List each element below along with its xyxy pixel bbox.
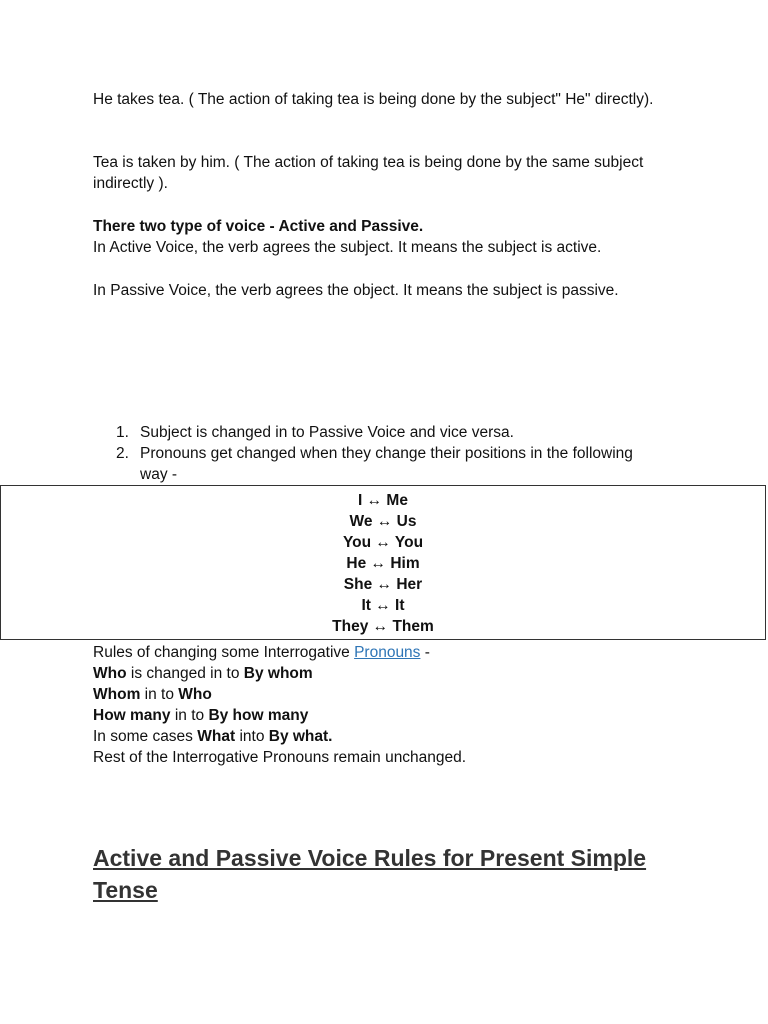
pronoun-table [0, 485, 766, 640]
interrogative-intro [93, 642, 673, 663]
pronoun-pair: You ↔ You [342, 534, 424, 551]
what-rule [93, 726, 673, 747]
pronoun-pair: We ↔ Us [349, 513, 417, 530]
what-mid: into [235, 728, 269, 745]
list-number: 1. [116, 424, 129, 441]
active-voice-line: In Active Voice, the verb agrees the subject. It means the subject is active. [93, 239, 602, 256]
voice-types-heading: There two type of voice - Active and Passive. [93, 218, 424, 235]
example-active-paragraph: He takes tea. ( The action of taking tea is being done by the subject" He" directly). [93, 91, 654, 108]
list-item-text: Subject is changed in to Passive Voice and vice versa. [140, 424, 514, 441]
whom-rule [93, 684, 673, 705]
by-how-many-term: By how many [208, 707, 309, 724]
pronouns-link[interactable]: Pronouns [354, 644, 421, 661]
rest-rule: Rest of the Interrogative Pronouns remain unchanged. [93, 749, 467, 766]
list-number: 2. [116, 445, 129, 462]
example-passive-paragraph: Tea is taken by him. ( The action of taking tea is being done by the same subject indirectly ). [93, 154, 644, 192]
what-pre: In some cases [93, 728, 198, 745]
who-rule [93, 663, 673, 684]
list-item [116, 443, 636, 485]
by-whom-term: By whom [243, 665, 313, 682]
pronoun-pair: They ↔ Them [332, 618, 434, 635]
voice-types-bold-line [93, 216, 673, 237]
by-what-term: By what. [268, 728, 333, 745]
pronoun-pair: She ↔ Her [343, 576, 423, 593]
rules-list [116, 422, 636, 485]
list-item [116, 422, 636, 443]
interrogative-intro-suffix: - [420, 644, 430, 661]
pronoun-pair: I ↔ Me [358, 492, 408, 509]
how-many-term: How many [93, 707, 171, 724]
interrogative-intro-text: Rules of changing some Interrogative [93, 644, 350, 661]
section-heading: Active and Passive Voice Rules for Present Simple Tense [93, 845, 647, 903]
what-term: What [197, 728, 236, 745]
who-mid: is changed in to [126, 665, 244, 682]
how-many-rule [93, 705, 673, 726]
who-result-term: Who [178, 686, 212, 703]
whom-term: Whom [93, 686, 141, 703]
passive-voice-line: In Passive Voice, the verb agrees the object. It means the subject is passive. [93, 282, 619, 299]
pronoun-pair: He ↔ Him [346, 555, 420, 572]
pronoun-pair: It ↔ It [361, 597, 405, 614]
whom-mid: in to [140, 686, 179, 703]
who-term: Who [93, 665, 127, 682]
list-item-text: Pronouns get changed when they change their positions in the following way - [140, 445, 633, 483]
how-many-mid: in to [170, 707, 209, 724]
